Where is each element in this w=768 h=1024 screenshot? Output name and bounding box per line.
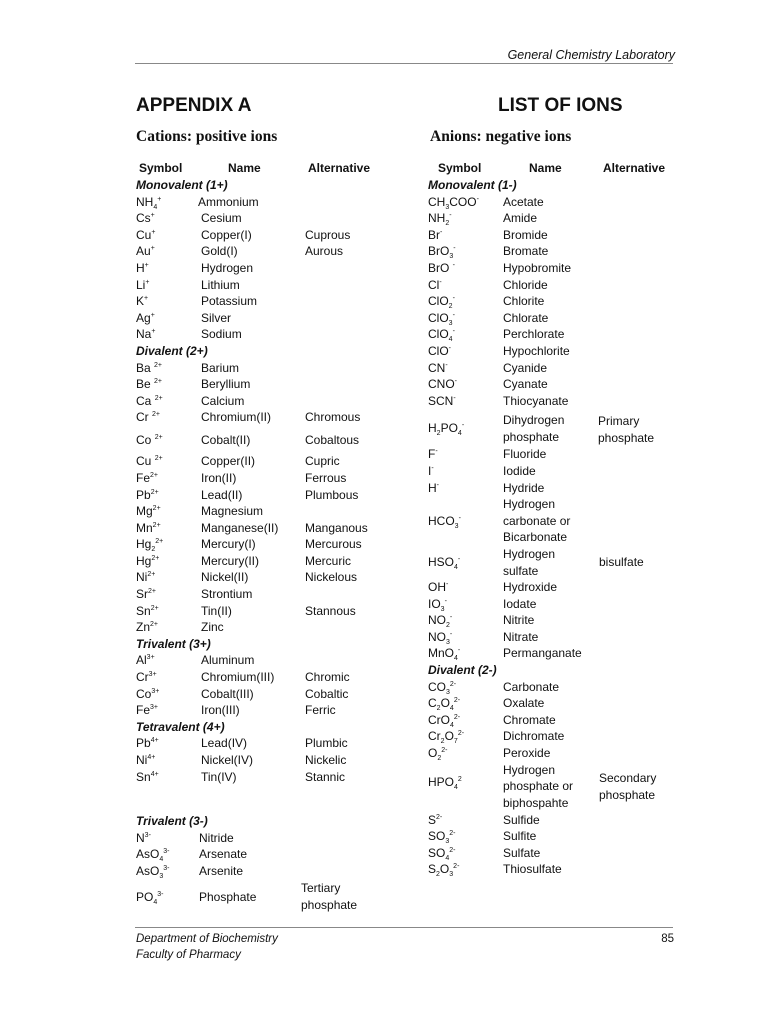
- cation-symbol-header: Symbol: [139, 161, 183, 175]
- ion-symbol: $Ni^{2+}$: [136, 570, 156, 585]
- ion-name: Tin(IV): [201, 769, 237, 784]
- footer-department: Department of Biochemistry: [136, 933, 278, 945]
- ion-name: Copper(II): [201, 454, 256, 469]
- ion-symbol: $Al^{3+}$: [136, 653, 155, 668]
- ion-symbol: $O_2^{2-}$: [428, 746, 448, 763]
- table-row: [136, 520, 426, 537]
- table-row: [428, 629, 678, 646]
- ion-symbol: Br-: [428, 227, 443, 242]
- table-row: [136, 863, 426, 880]
- table-row: [428, 243, 678, 260]
- ion-symbol: CN-: [428, 360, 448, 375]
- ion-symbol: Na+: [136, 327, 156, 342]
- group-heading: Trivalent (3-): [136, 814, 208, 829]
- ion-alternative: phosphate: [599, 787, 656, 802]
- cation-alt-header: Alternative: [308, 161, 371, 175]
- ion-name: Magnesium: [201, 504, 264, 519]
- ion-name: phosphate or: [503, 779, 574, 794]
- ion-name: Sulfide: [503, 812, 540, 827]
- table-row: [428, 260, 678, 277]
- ion-name: Chloride: [503, 277, 548, 292]
- table-row: [136, 686, 426, 703]
- ion-symbol: F-: [428, 447, 438, 462]
- ion-name: Ammonium: [198, 194, 259, 209]
- ion-alternative: Aurous: [305, 244, 344, 259]
- table-row: [428, 409, 678, 446]
- table-row: [428, 310, 678, 327]
- ion-symbol: K+: [136, 294, 149, 309]
- ion-alternative: Ferric: [305, 703, 336, 718]
- table-row: [136, 470, 426, 487]
- table-row: [428, 828, 678, 845]
- ion-symbol: Cl-: [428, 277, 442, 292]
- ion-name: Oxalate: [503, 696, 545, 711]
- ion-name: Chromium(II): [201, 410, 272, 425]
- table-row: [136, 553, 426, 570]
- ion-name: Bromide: [503, 227, 548, 242]
- ion-symbol: SCN-: [428, 393, 456, 408]
- ion-symbol: Cu $^{2+}$: [136, 454, 163, 469]
- ion-name: Zinc: [201, 620, 224, 635]
- ion-name: Dichromate: [503, 729, 565, 744]
- table-row: [428, 612, 678, 629]
- ion-alternative: Mercurous: [305, 537, 362, 552]
- ion-name: Copper(I): [201, 227, 252, 242]
- ion-name: Cyanate: [503, 377, 548, 392]
- table-row: [136, 393, 426, 410]
- ion-symbol: Cs+: [136, 211, 155, 226]
- ion-name: Barium: [201, 360, 240, 375]
- anion-symbol-header: Symbol: [438, 161, 482, 175]
- table-row: [428, 480, 678, 497]
- table-row: [136, 432, 426, 453]
- ion-name: Gold(I): [201, 244, 238, 259]
- ion-alternative: Nickelic: [305, 753, 347, 767]
- ion-symbol: H-: [428, 480, 440, 495]
- cations-table: [136, 177, 426, 914]
- ion-symbol: $Fe^{3+}$: [136, 703, 158, 718]
- ion-name: Iodate: [503, 596, 537, 611]
- group-heading: Divalent (2+): [136, 343, 208, 358]
- table-row: [136, 669, 426, 686]
- ion-symbol: $Zn^{2+}$: [136, 620, 158, 635]
- ion-name: Mercury(I): [201, 537, 256, 552]
- ion-symbol: Co $^{2+}$: [136, 433, 163, 448]
- ion-name: Perchlorate: [503, 327, 565, 342]
- ion-alternative: Stannic: [305, 769, 346, 784]
- ion-symbol: $NO_3^-$: [428, 629, 453, 646]
- ion-name: Bromate: [503, 244, 549, 259]
- ion-name: Thiosulfate: [503, 862, 562, 877]
- group-heading: Trivalent (3+): [136, 636, 211, 651]
- table-row: [428, 812, 678, 829]
- ion-symbol: $Mn^{2+}$: [136, 520, 161, 535]
- ion-symbol: $Pb^{2+}$: [136, 487, 159, 502]
- table-row: [136, 586, 426, 603]
- running-header-title: General Chemistry Laboratory: [507, 48, 675, 62]
- ion-symbol: $Sr^{2+}$: [136, 587, 156, 602]
- table-row: [136, 326, 426, 343]
- ion-alternative: Primary: [598, 414, 640, 429]
- ion-alternative: Nickelous: [305, 570, 358, 585]
- ion-symbol: OH-: [428, 580, 449, 595]
- ion-alternative: Secondary: [599, 770, 657, 785]
- group-heading: Monovalent (1+): [136, 178, 228, 192]
- table-row: [136, 409, 426, 432]
- ion-symbol: $SO_4^{2-}$: [428, 845, 456, 862]
- table-row: [428, 463, 678, 480]
- ion-symbol: $NH_2^-$: [428, 211, 452, 228]
- table-row: [136, 277, 426, 294]
- ion-name: Nitrite: [503, 613, 535, 628]
- anions-subtitle: Anions: negative ions: [430, 128, 572, 145]
- ion-name: Chlorite: [503, 294, 545, 309]
- list-title: LIST OF IONS: [498, 95, 623, 116]
- table-row: [428, 762, 678, 812]
- ion-name: Potassium: [201, 294, 258, 309]
- ion-name: Nitride: [199, 830, 234, 845]
- ion-name: Bicarbonate: [503, 530, 568, 545]
- ion-alternative: Manganous: [305, 520, 368, 535]
- ion-name: Sulfite: [503, 829, 537, 844]
- ion-name: Fluoride: [503, 447, 547, 462]
- anions-table: [428, 177, 678, 878]
- ion-name: Cobalt(II): [201, 433, 251, 448]
- ion-symbol: $Hg^{2+}$: [136, 553, 160, 568]
- ion-name: Phosphate: [199, 889, 257, 904]
- ion-name: Peroxide: [503, 746, 551, 761]
- ion-name: Lithium: [201, 277, 240, 292]
- table-row: [428, 393, 678, 410]
- ion-name: Cobalt(III): [201, 686, 254, 701]
- table-row: [136, 830, 426, 847]
- ion-name: Cesium: [201, 211, 242, 226]
- table-row: [136, 260, 426, 277]
- table-row: [136, 293, 426, 310]
- table-row: [428, 861, 678, 878]
- ion-alternative: phosphate: [301, 897, 358, 912]
- ion-name: Nickel(IV): [201, 753, 254, 767]
- ion-symbol: MnO$_4$-: [428, 646, 461, 663]
- table-row: [428, 376, 678, 393]
- ion-name: Sodium: [201, 327, 242, 342]
- ion-symbol: $SO_3^{2-}$: [428, 829, 456, 846]
- ion-name: Hydrogen: [503, 497, 556, 512]
- table-row: [428, 679, 678, 696]
- ion-name: Chromate: [503, 712, 556, 727]
- ion-name: Iron(II): [201, 470, 237, 485]
- ion-symbol: $HSO_4^-$: [428, 555, 461, 572]
- table-row: [428, 277, 678, 294]
- ion-alternative: Plumbic: [305, 736, 348, 751]
- table-row: [428, 343, 678, 360]
- ion-name: Chromium(III): [201, 670, 275, 685]
- table-row: [136, 846, 426, 863]
- ion-symbol: $S^{2-}$: [428, 812, 443, 827]
- ion-symbol: ClO$_2$-: [428, 294, 455, 311]
- ion-symbol: Au+: [136, 244, 155, 259]
- ion-alternative: Cobaltous: [305, 433, 360, 448]
- anion-alt-header: Alternative: [603, 161, 666, 175]
- ion-alternative: Stannous: [305, 603, 356, 618]
- ion-alternative: Cupric: [305, 454, 340, 469]
- ion-symbol: CNO-: [428, 377, 458, 392]
- ion-name: phosphate: [503, 430, 560, 445]
- ion-alternative: Mercuric: [305, 553, 352, 568]
- cation-name-header: Name: [228, 161, 261, 175]
- footer-rule: [135, 927, 673, 928]
- ion-alternative: Tertiary: [301, 880, 341, 895]
- ion-name: Hydrogen: [201, 260, 254, 275]
- page-number: 85: [661, 933, 674, 945]
- ion-name: Acetate: [503, 194, 544, 209]
- ion-alternative: Cobaltic: [305, 686, 349, 701]
- header-rule: [135, 63, 673, 64]
- table-row: [136, 769, 426, 786]
- ion-symbol: Cr $^{2+}$: [136, 410, 160, 425]
- ion-name: Hydride: [503, 480, 545, 495]
- table-row: [136, 536, 426, 553]
- ion-symbol: $Fe^{2+}$: [136, 470, 158, 485]
- table-row: [136, 503, 426, 520]
- ion-name: Calcium: [201, 393, 245, 408]
- table-row: [136, 652, 426, 669]
- ion-name: Chlorate: [503, 310, 549, 325]
- ion-symbol: CrO$_4^{2-}$: [428, 712, 461, 729]
- table-row: [136, 243, 426, 260]
- cations-subtitle: Cations: positive ions: [136, 128, 278, 145]
- ion-name: Sulfate: [503, 845, 541, 860]
- ion-name: Strontium: [201, 587, 253, 602]
- ion-symbol: $N^{3-}$: [136, 830, 151, 845]
- ion-alternative: Chromic: [305, 670, 350, 685]
- table-row: [136, 735, 426, 752]
- ion-name: Iron(III): [201, 703, 240, 718]
- table-row: [136, 194, 426, 211]
- ion-name: Nickel(II): [201, 570, 249, 585]
- ion-name: Amide: [503, 211, 538, 226]
- ion-symbol: $Mg^{2+}$: [136, 504, 161, 519]
- group-heading: Tetravalent (4+): [136, 719, 225, 734]
- ion-symbol: Ag+: [136, 310, 155, 325]
- ion-symbol: $C_2O_4^{2-}$: [428, 696, 461, 713]
- table-row: [136, 702, 426, 719]
- table-row: [136, 310, 426, 327]
- table-row: [136, 880, 426, 914]
- ion-symbol: Ca $^{2+}$: [136, 393, 163, 408]
- group-heading: Divalent (2-): [428, 663, 497, 678]
- footer-faculty: Faculty of Pharmacy: [136, 949, 241, 961]
- table-row: [136, 752, 426, 769]
- ion-name: Hydrogen: [503, 547, 556, 562]
- ion-name: Hydroxide: [503, 580, 558, 595]
- group-heading: Monovalent (1-): [428, 178, 517, 192]
- table-row: [428, 579, 678, 596]
- ion-name: Hypobromite: [503, 260, 572, 275]
- ion-symbol: $Co^{3+}$: [136, 686, 160, 701]
- ion-symbol: Ba $^{2+}$: [136, 360, 162, 375]
- table-row: [428, 645, 678, 662]
- ion-alternative: bisulfate: [599, 555, 644, 570]
- table-row: [136, 360, 426, 377]
- ion-name: Thiocyanate: [503, 393, 569, 408]
- ion-alternative: Ferrous: [305, 470, 347, 485]
- table-row: [136, 376, 426, 393]
- ion-name: Arsenite: [199, 863, 244, 878]
- ion-name: Arsenate: [199, 847, 248, 862]
- ion-symbol: $HCO_3^-$: [428, 514, 461, 531]
- table-row: [428, 496, 678, 546]
- table-row: [428, 326, 678, 343]
- ion-name: Beryllium: [201, 377, 251, 392]
- table-row: [428, 293, 678, 310]
- ion-symbol: $Hg_2^{2+}$: [136, 537, 164, 554]
- ion-name: Lead(IV): [201, 736, 248, 751]
- ion-name: carbonate or: [503, 513, 571, 528]
- ion-name: Mercury(II): [201, 553, 259, 568]
- ion-alternative: phosphate: [598, 431, 655, 446]
- ion-symbol: AsO$_4^{3-}$: [136, 847, 170, 864]
- ion-symbol: $Sn^{2+}$: [136, 603, 159, 618]
- ion-symbol: I-: [428, 463, 434, 478]
- ion-symbol: $Cr_2O_7^{2-}$: [428, 729, 465, 746]
- ion-alternative: Chromous: [305, 410, 361, 425]
- ion-symbol: BrO$_3$-: [428, 244, 456, 261]
- ion-symbol: $Pb^{4+}$: [136, 736, 159, 751]
- ion-symbol: $Ni^{4+}$: [136, 753, 156, 767]
- table-row: [428, 596, 678, 613]
- table-row: [428, 745, 678, 762]
- ion-name: biphospahte: [503, 795, 569, 810]
- table-row: [428, 712, 678, 729]
- table-row: [428, 360, 678, 377]
- appendix-title: APPENDIX A: [136, 95, 252, 116]
- ion-name: Silver: [201, 310, 232, 325]
- ion-symbol: $S_2O_3^{2-}$: [428, 862, 460, 879]
- ion-name: sulfate: [503, 563, 539, 578]
- table-row: [428, 695, 678, 712]
- table-row: [428, 546, 678, 579]
- ion-symbol: ClO-: [428, 343, 452, 358]
- ion-symbol: ClO$_3$-: [428, 310, 455, 327]
- ion-symbol: AsO$_3^{3-}$: [136, 863, 170, 880]
- table-row: [428, 446, 678, 463]
- ion-symbol: $HPO_4^2$: [428, 774, 462, 791]
- anion-name-header: Name: [529, 161, 562, 175]
- ion-symbol: Cu+: [136, 227, 156, 242]
- ion-symbol: $H_2PO_4^-$: [428, 421, 465, 438]
- table-row: [428, 227, 678, 244]
- ion-symbol: ClO$_4$-: [428, 327, 455, 344]
- ion-name: Permanganate: [503, 646, 582, 661]
- ion-symbol: $NH_4^+$: [136, 194, 162, 211]
- ion-name: Nitrate: [503, 629, 539, 644]
- ion-name: Hydrogen: [503, 762, 556, 777]
- ion-name: Cyanide: [503, 360, 548, 375]
- table-row: [136, 603, 426, 620]
- ion-name: Tin(II): [201, 603, 232, 618]
- table-row: [428, 210, 678, 227]
- ion-symbol: Li+: [136, 277, 150, 292]
- table-row: [136, 227, 426, 244]
- ion-symbol: $PO_4^{3-}$: [136, 889, 164, 906]
- table-row: [428, 728, 678, 745]
- ion-name: Hypochlorite: [503, 343, 570, 358]
- ion-name: Iodide: [503, 463, 536, 478]
- table-row: [136, 619, 426, 636]
- table-row: [428, 194, 678, 211]
- table-row: [136, 210, 426, 227]
- ion-symbol: $CO_3^{2-}$: [428, 679, 457, 696]
- ion-symbol: H+: [136, 260, 149, 275]
- table-row: [136, 453, 426, 470]
- table-row: [136, 487, 426, 504]
- ion-symbol: $CH_3COO^-$: [428, 194, 479, 211]
- ion-symbol: $NO_2^-$: [428, 613, 453, 630]
- ion-name: Manganese(II): [201, 520, 279, 535]
- ion-name: Dihydrogen: [503, 413, 565, 428]
- ion-name: Aluminum: [201, 653, 255, 668]
- ion-name: Lead(II): [201, 487, 243, 502]
- table-row: [136, 569, 426, 586]
- ion-symbol: Be $^{2+}$: [136, 377, 162, 392]
- ion-name: Carbonate: [503, 679, 560, 694]
- ion-symbol: BrO -: [428, 260, 456, 275]
- ion-symbol: $Sn^{4+}$: [136, 769, 159, 784]
- ion-alternative: Cuprous: [305, 227, 351, 242]
- table-row: [428, 845, 678, 862]
- ion-symbol: $Cr^{3+}$: [136, 670, 157, 685]
- ion-symbol: $IO_3^-$: [428, 596, 447, 613]
- ion-alternative: Plumbous: [305, 487, 359, 502]
